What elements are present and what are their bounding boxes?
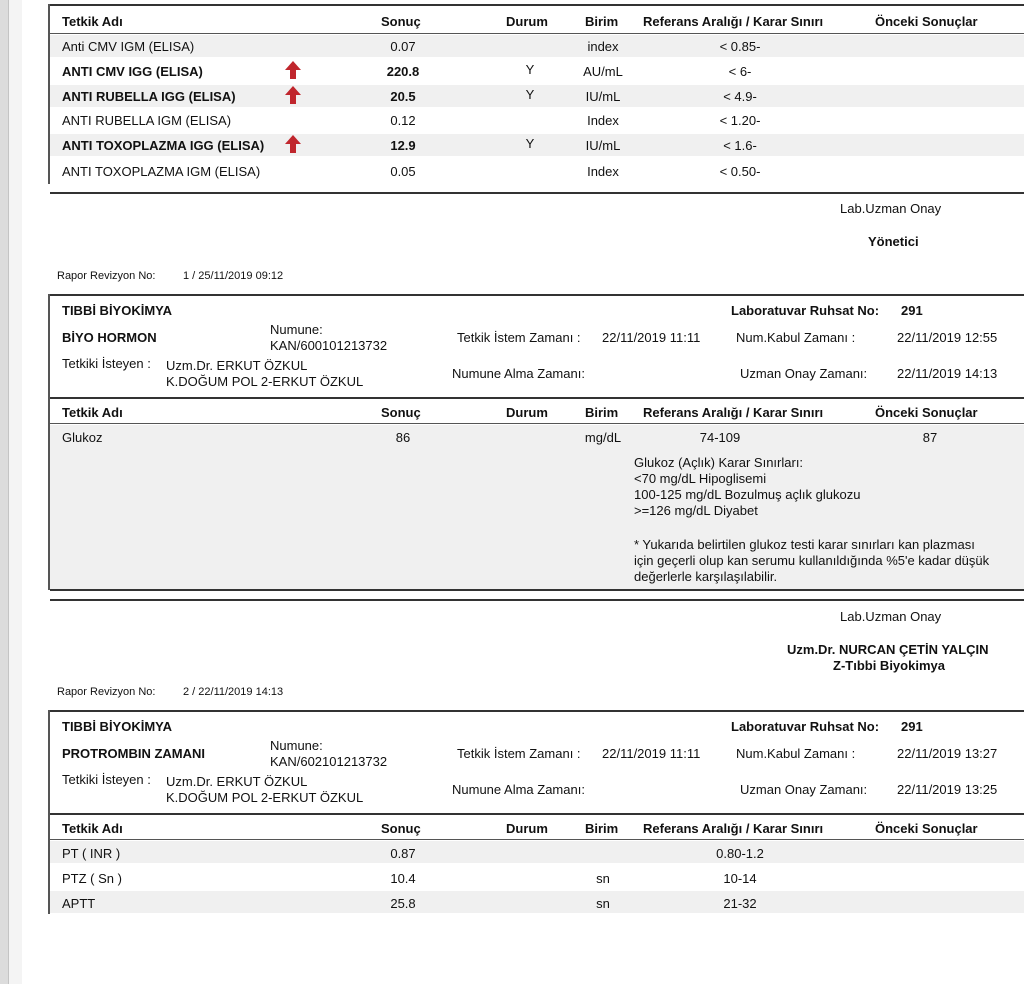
test-unit: sn [596, 896, 610, 911]
requester-name: Uzm.Dr. ERKUT ÖZKUL [166, 774, 308, 789]
col-header-ref: Referans Aralığı / Karar Sınırı [643, 821, 824, 836]
test-ref: 21-32 [723, 896, 757, 911]
request-time-label: Tetkik İstem Zamanı : [457, 746, 581, 761]
test-result: 12.9 [390, 138, 416, 153]
revision-label: Rapor Revizyon No: [57, 270, 156, 282]
divider [50, 4, 1024, 6]
test-name: Anti CMV IGM (ELISA) [62, 39, 195, 54]
sample-time-label: Numune Alma Zamanı: [452, 782, 585, 797]
accept-time: 22/11/2019 13:27 [897, 746, 998, 761]
test-name: APTT [62, 896, 96, 911]
revision-label: Rapor Revizyon No: [57, 686, 156, 698]
department: TIBBİ BİYOKİMYA [62, 303, 173, 318]
test-ref: < 4.9- [723, 89, 757, 104]
note-line: Glukoz (Açlık) Karar Sınırları: [634, 455, 804, 470]
col-header-status: Durum [506, 405, 548, 420]
test-name: ANTI TOXOPLAZMA IGG (ELISA) [62, 138, 265, 153]
approval-label: Lab.Uzman Onay [840, 609, 942, 624]
department: TIBBİ BİYOKİMYA [62, 719, 173, 734]
revision-value: 2 / 22/11/2019 14:13 [183, 686, 284, 698]
test-unit: Index [587, 113, 619, 128]
divider [50, 710, 1024, 712]
request-time-label: Tetkik İstem Zamanı : [457, 330, 581, 345]
divider [50, 599, 1024, 601]
test-status: Y [525, 87, 535, 102]
test-name: Glukoz [62, 430, 103, 445]
test-name: ANTI RUBELLA IGM (ELISA) [62, 113, 232, 128]
table-border [48, 710, 50, 914]
note-line: değerlerle karşılaşılabilir. [634, 569, 778, 584]
divider [50, 423, 1024, 424]
test-name: PTZ ( Sn ) [62, 871, 122, 886]
test-unit: IU/mL [585, 89, 621, 104]
test-name: ANTI RUBELLA IGG (ELISA) [62, 89, 236, 104]
high-arrow-icon [285, 135, 301, 153]
request-time: 22/11/2019 11:11 [602, 746, 701, 761]
accept-time-label: Num.Kabul Zamanı : [736, 746, 856, 761]
divider [50, 839, 1024, 840]
expert-time-label: Uzman Onay Zamanı: [740, 782, 868, 797]
test-result: 25.8 [390, 896, 416, 911]
test-ref: < 1.20- [719, 113, 761, 128]
note-line: 100-125 mg/dL Bozulmuş açlık glukozu [634, 487, 861, 502]
expert-time-label: Uzman Onay Zamanı: [740, 366, 868, 381]
test-name: PT ( INR ) [62, 846, 121, 861]
col-header-result: Sonuç [381, 14, 421, 29]
accept-time: 22/11/2019 12:55 [897, 330, 998, 345]
row-stripe [50, 35, 1024, 57]
col-header-test: Tetkik Adı [62, 821, 123, 836]
row-stripe [50, 841, 1024, 863]
test-status: Y [525, 62, 535, 77]
col-header-status: Durum [506, 821, 548, 836]
test-ref: < 0.50- [719, 164, 761, 179]
revision-value: 1 / 25/11/2019 09:12 [183, 270, 284, 282]
divider [50, 397, 1024, 399]
requester-label: Tetkiki İsteyen : [62, 356, 151, 371]
col-header-result: Sonuç [381, 821, 421, 836]
sample-number: KAN/600101213732 [270, 338, 388, 353]
test-ref: 0.80-1.2 [716, 846, 764, 861]
col-header-prev: Önceki Sonuçlar [875, 14, 978, 29]
test-status: Y [525, 136, 535, 151]
previous-result: 87 [922, 430, 938, 445]
divider [50, 33, 1024, 34]
requester-label: Tetkiki İsteyen : [62, 772, 151, 787]
accept-time-label: Num.Kabul Zamanı : [736, 330, 856, 345]
approver-name: Uzm.Dr. NURCAN ÇETİN YALÇIN [787, 642, 989, 657]
expert-time: 22/11/2019 13:25 [897, 782, 998, 797]
panel-name: BİYO HORMON [62, 330, 157, 345]
test-result: 0.07 [390, 39, 416, 54]
divider [50, 294, 1024, 296]
note-line: * Yukarıda belirtilen glukoz testi karar sınırları kan plazması [634, 537, 975, 552]
col-header-prev: Önceki Sonuçlar [875, 405, 978, 420]
test-result: 20.5 [390, 89, 416, 104]
note-line: için geçerli olup kan serumu kullanıldığında %5'e kadar düşük [634, 553, 990, 568]
license-number: 291 [901, 719, 923, 734]
license-label: Laboratuvar Ruhsat No: [731, 719, 880, 734]
test-ref: 10-14 [723, 871, 757, 886]
approver-department: Z-Tıbbi Biyokimya [833, 658, 945, 673]
col-header-ref: Referans Aralığı / Karar Sınırı [643, 405, 824, 420]
high-arrow-icon [285, 61, 301, 79]
test-name: ANTI TOXOPLAZMA IGM (ELISA) [62, 164, 261, 179]
requester-unit: K.DOĞUM POL 2-ERKUT ÖZKUL [166, 790, 364, 805]
test-ref: < 6- [728, 64, 752, 79]
col-header-unit: Birim [585, 821, 619, 836]
test-result: 0.05 [390, 164, 416, 179]
test-unit: AU/mL [583, 64, 623, 79]
requester-name: Uzm.Dr. ERKUT ÖZKUL [166, 358, 308, 373]
note-line: >=126 mg/dL Diyabet [634, 503, 758, 518]
test-result: 0.12 [390, 113, 416, 128]
test-name: ANTI CMV IGG (ELISA) [62, 64, 203, 79]
sample-time-label: Numune Alma Zamanı: [452, 366, 585, 381]
col-header-ref: Referans Aralığı / Karar Sınırı [643, 14, 824, 29]
approver-name: Yönetici [868, 234, 919, 249]
col-header-status: Durum [506, 14, 548, 29]
expert-time: 22/11/2019 14:13 [897, 366, 998, 381]
test-result: 0.87 [390, 846, 416, 861]
license-label: Laboratuvar Ruhsat No: [731, 303, 880, 318]
test-result: 86 [395, 430, 411, 445]
sample-label: Numune: [270, 738, 323, 753]
test-ref: 74-109 [699, 430, 741, 445]
sample-label: Numune: [270, 322, 323, 337]
request-time: 22/11/2019 11:11 [602, 330, 701, 345]
test-unit: sn [596, 871, 610, 886]
sample-number: KAN/602101213732 [270, 754, 388, 769]
high-arrow-icon [285, 86, 301, 104]
test-result: 220.8 [386, 64, 420, 79]
col-header-test: Tetkik Adı [62, 14, 123, 29]
divider [50, 589, 1024, 591]
col-header-unit: Birim [585, 405, 619, 420]
test-unit: index [587, 39, 619, 54]
requester-unit: K.DOĞUM POL 2-ERKUT ÖZKUL [166, 374, 364, 389]
window-edge [0, 0, 9, 984]
test-ref: < 1.6- [723, 138, 757, 153]
test-unit: IU/mL [585, 138, 621, 153]
note-line: <70 mg/dL Hipoglisemi [634, 471, 767, 486]
panel-name: PROTROMBIN ZAMANI [62, 746, 205, 761]
col-header-unit: Birim [585, 14, 619, 29]
approval-label: Lab.Uzman Onay [840, 201, 942, 216]
col-header-result: Sonuç [381, 405, 421, 420]
divider [50, 813, 1024, 815]
col-header-prev: Önceki Sonuçlar [875, 821, 978, 836]
divider [50, 192, 1024, 194]
row-stripe [50, 891, 1024, 913]
license-number: 291 [901, 303, 923, 318]
test-unit: mg/dL [584, 430, 622, 445]
test-unit: Index [587, 164, 619, 179]
test-ref: < 0.85- [719, 39, 761, 54]
col-header-test: Tetkik Adı [62, 405, 123, 420]
test-result: 10.4 [390, 871, 416, 886]
